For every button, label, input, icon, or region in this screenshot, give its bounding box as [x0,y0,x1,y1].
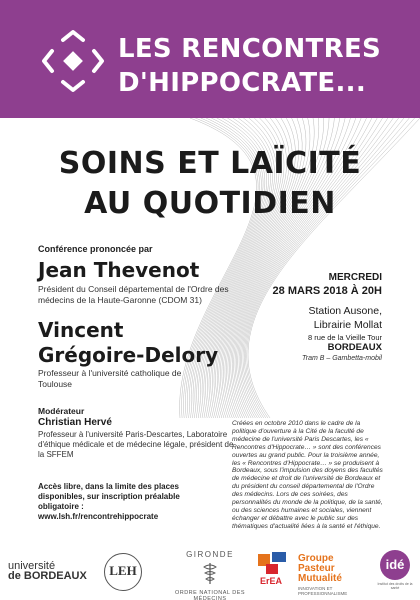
gpm-logo-tagline: INNOVATION ET PROFESSIONNALISME [298,586,348,596]
groupe-pasteur-mutualite-logo [298,554,368,596]
gironde-logo-title: GIRONDE [186,550,234,559]
erea-logo-text: ErEA [260,576,283,586]
ordre-medecins-gironde-logo [160,550,260,600]
event-address: 8 rue de la Vieille Tour [308,333,382,342]
moderator-role: Professeur à l'université Paris-Descartes, Laboratoire d'éthique médicale et de médecine légale, président de la SFFEM [38,430,234,459]
banner-title-line2: D'HIPPOCRATE... [118,68,367,98]
event-venue-line1: Station Ausone, [308,305,382,317]
header-banner [0,0,420,118]
ide-logo [376,550,414,590]
registration-link[interactable]: www.lsh.fr/rencontrehippocrate [38,512,159,521]
access-text: Accès libre, dans la limite des places disponibles, sur inscription préalable obligatoire : [38,482,180,511]
speaker2-role: Professeur à l'université catholique de Toulouse [38,368,182,389]
speaker2-name-line1: Vincent [38,318,124,342]
event-venue-line2: Librairie Mollat [313,319,382,331]
gpm-logo-line1: Groupe [298,553,334,564]
leh-logo-text: LEH [109,563,137,578]
hippocrate-logo-icon [40,28,106,94]
ide-logo-subtitle: Institut des droits de la santé [377,582,413,590]
event-city: BORDEAUX [327,342,382,353]
event-transport: Tram B – Gambetta-mobil [301,355,382,362]
universite-bordeaux-logo [8,560,94,582]
main-title-line2: AU QUOTIDIEN [84,186,336,221]
gpm-logo-line2: Pasteur [298,563,335,574]
erea-shapes-icon [256,550,290,576]
caduceus-icon [196,561,224,585]
event-day: MERCREDI [328,272,382,283]
lecture-lead: Conférence prononcée par [38,244,153,254]
banner-title-line1: LES RENCONTRES [118,34,382,64]
leh-logo [104,553,142,591]
event-date: 28 MARS 2018 À 20H [272,285,382,297]
ide-logo-mark: idé [380,550,410,580]
gironde-logo-subtitle: ORDRE NATIONAL DES MÉDECINS [174,590,246,600]
partner-logos [0,540,420,600]
gpm-logo-line3: Mutualité [298,573,342,584]
ubx-logo-line2: de BORDEAUX [8,570,87,582]
erea-logo [256,550,290,590]
moderator-name: Christian Hervé [38,417,112,428]
event-description: Créées en octobre 2010 dans le cadre de la politique d'ouverture à la Cité de la faculté de médecine de l'université Paris Descartes, les « Rencontres d'Hippocrate… » sont des conférences ouvertes au grand public. Pour la troisième année, les « Rencontres d'Hippocrate… » se produisent à Bordeaux, sous l'impulsion des doyens des facultés de médecine et droit de l'université de Bordeaux et du président du conseil départemental de l'Ordre des médecins. Lors de ces soirées, des personnalités du monde de la politique, de la santé, ou des sciences humaines et sociales, viennent échanger et débattre avec le public sur des thématiques d'actualité liées à la santé et l'éthique. [232,420,383,530]
speaker1-role: Président du Conseil départemental de l'Ordre des médecins de la Haute-Garonne (CDOM 31) [38,284,229,305]
main-title-line1: SOINS ET LAÏCITÉ [58,146,362,181]
ubx-logo-line1: université [8,560,56,572]
access-info [38,482,208,522]
moderator-label: Modérateur [38,406,85,416]
speaker2-name-line2: Grégoire-Delory [38,343,219,367]
speaker1-name: Jean Thevenot [38,258,200,282]
